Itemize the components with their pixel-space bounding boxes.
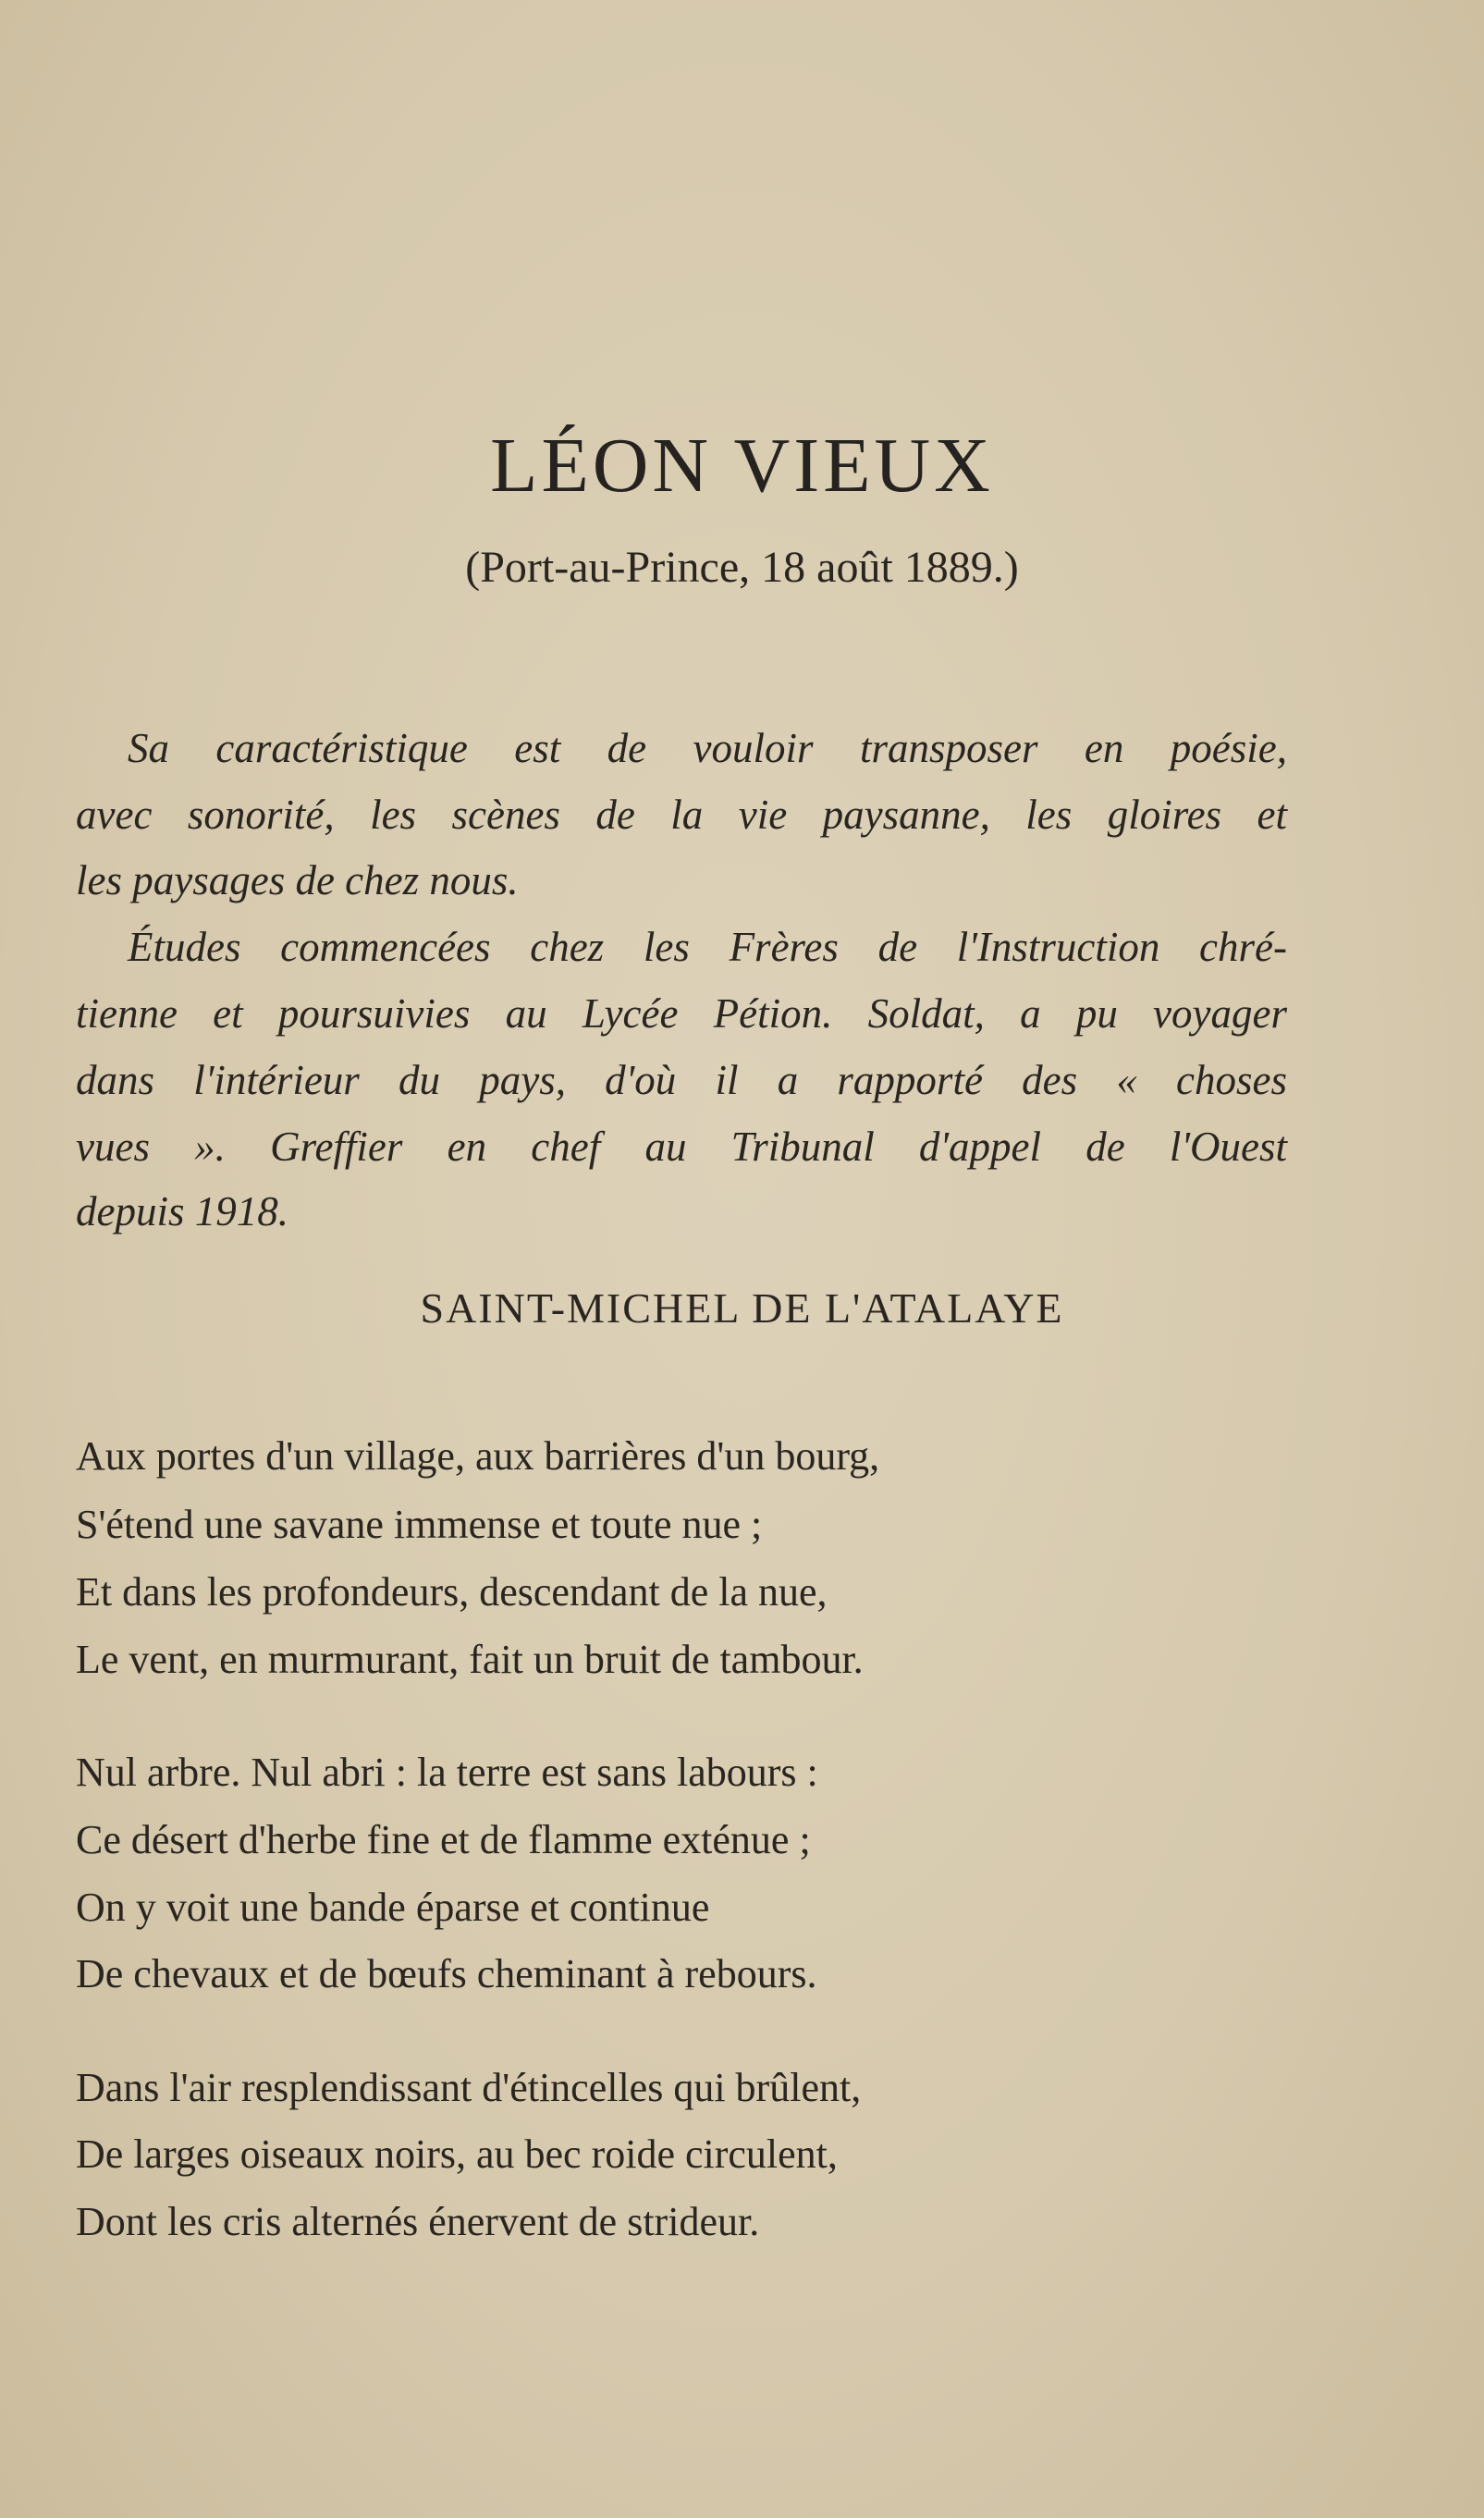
bio-line: les paysages de chez nous. [76, 857, 519, 903]
poem-line: Aux portes d'un village, aux barrières d'un bourg, [76, 1433, 880, 1479]
poem-line: Ce désert d'herbe fine et de flamme exténue ; [76, 1817, 811, 1862]
poem-line: De chevaux et de bœufs cheminant à rebours. [76, 1951, 817, 1996]
poem-line: Dans l'air resplendissant d'étincelles qui brûlent, [76, 2065, 862, 2110]
poem-line: De larges oiseaux noirs, au bec roide circulent, [76, 2131, 838, 2177]
author-birth-info: (Port-au-Prince, 18 août 1889.) [465, 543, 1019, 592]
poem-line: On y voit une bande éparse et continue [76, 1885, 710, 1930]
poem-line: Le vent, en murmurant, fait un bruit de tambour. [76, 1637, 864, 1682]
bio-line: tienne et poursuivies au Lycée Pétion. Soldat, a pu voyager [76, 990, 1287, 1037]
bio-line: dans l'intérieur du pays, d'où il a rapporté des « choses [76, 1057, 1287, 1103]
poem-line: Nul arbre. Nul abri : la terre est sans labours : [76, 1750, 818, 1795]
poem-line: S'étend une savane immense et toute nue ; [76, 1502, 763, 1547]
bio-line: vues ». Greffier en chef au Tribunal d'appel de l'Ouest [76, 1124, 1287, 1170]
bio-line: avec sonorité, les scènes de la vie paysanne, les gloires et [76, 792, 1287, 838]
poem-line: Et dans les profondeurs, descendant de la nue, [76, 1569, 828, 1615]
author-name-title: LÉON VIEUX [490, 423, 994, 509]
poem-line: Dont les cris alternés énervent de strideur. [76, 2199, 760, 2244]
poem-title: SAINT-MICHEL DE L'ATALAYE [420, 1284, 1064, 1332]
bio-line: depuis 1918. [76, 1188, 288, 1234]
bio-line: Sa caractéristique est de vouloir transposer en poésie, [128, 725, 1287, 771]
bio-line: Études commencées chez les Frères de l'Instruction chré- [128, 924, 1287, 970]
